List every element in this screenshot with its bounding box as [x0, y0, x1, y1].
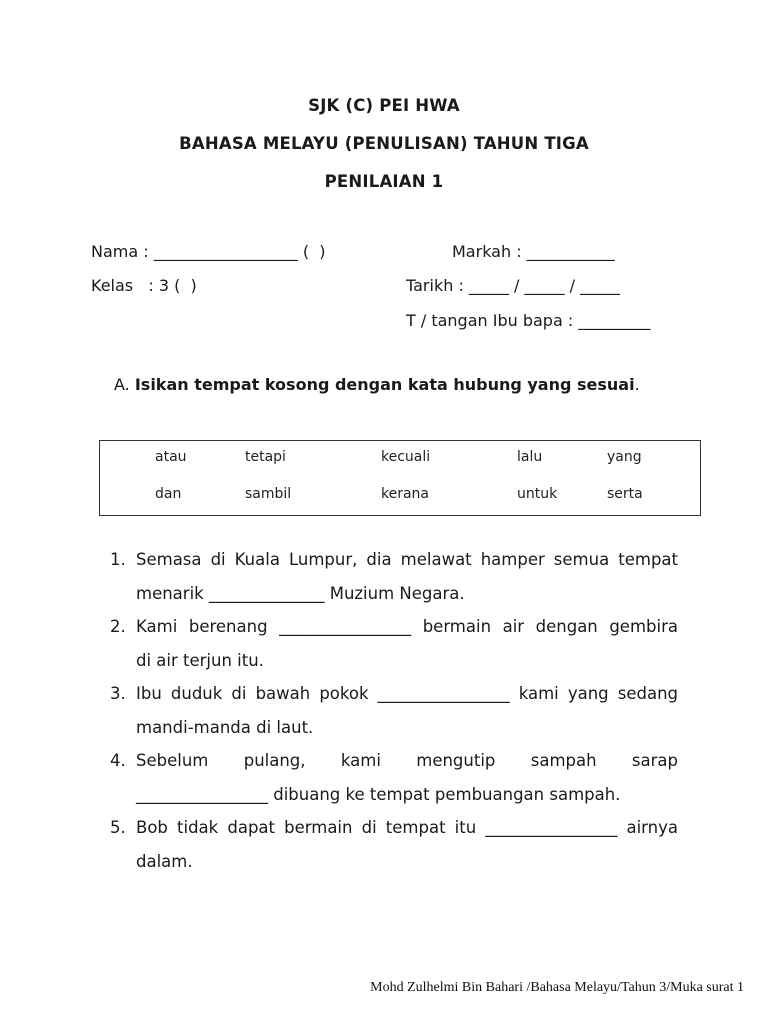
question-line: di air terjun itu.: [136, 651, 264, 670]
question-line: Semasa di Kuala Lumpur, dia melawat hamper semua tempat: [136, 550, 678, 569]
question-line: Sebelum pulang, kami mengutip sampah sarap: [136, 751, 678, 770]
word-bank-item: untuk: [517, 486, 558, 502]
word-bank-box: [99, 440, 701, 516]
word-bank-item: kerana: [381, 486, 430, 502]
question-number: 1.: [110, 550, 126, 569]
subject-title: BAHASA MELAYU (PENULISAN) TAHUN TIGA: [179, 134, 589, 153]
parent-signature-field: T / tangan Ibu bapa : _________: [406, 311, 651, 330]
page-footer: Mohd Zulhelmi Bin Bahari /Bahasa Melayu/Tahun 3/Muka surat 1: [370, 980, 744, 995]
question-line: Ibu duduk di bawah pokok ________________ kami yang sedang: [136, 684, 678, 703]
word-bank-item: yang: [607, 449, 642, 465]
markah-field: Markah : ___________: [452, 242, 615, 261]
instruction-period: .: [634, 375, 640, 394]
school-name: SJK (C) PEI HWA: [308, 96, 460, 115]
question-line: dalam.: [136, 852, 193, 871]
word-bank-item: sambil: [245, 486, 292, 502]
question-line: Kami berenang ________________ bermain air dengan gembira: [136, 617, 678, 636]
question-number: 5.: [110, 818, 126, 837]
instruction-text: Isikan tempat kosong dengan kata hubung yang sesuai: [134, 375, 635, 394]
section-label: A.: [114, 375, 130, 394]
question-line: menarik ______________ Muzium Negara.: [136, 584, 465, 603]
question-line: ________________ dibuang ke tempat pembuangan sampah.: [136, 785, 621, 804]
word-bank-item: serta: [607, 486, 643, 502]
question-line: Bob tidak dapat bermain di tempat itu ________________ airnya: [136, 818, 678, 837]
question-line: mandi-manda di laut.: [136, 718, 314, 737]
word-bank-item: tetapi: [245, 449, 286, 465]
question-number: 4.: [110, 751, 126, 770]
assessment-title: PENILAIAN 1: [324, 172, 444, 191]
question-number: 3.: [110, 684, 126, 703]
kelas-field: Kelas : 3 ( ): [91, 276, 197, 295]
word-bank-item: dan: [155, 486, 182, 502]
tarikh-field: Tarikh : _____ / _____ / _____: [406, 276, 621, 295]
word-bank-item: atau: [155, 449, 187, 465]
word-bank-item: kecuali: [381, 449, 431, 465]
section-a-instruction: [114, 375, 640, 394]
nama-field: Nama : __________________ ( ): [91, 242, 326, 261]
word-bank-item: lalu: [517, 449, 543, 465]
question-number: 2.: [110, 617, 126, 636]
